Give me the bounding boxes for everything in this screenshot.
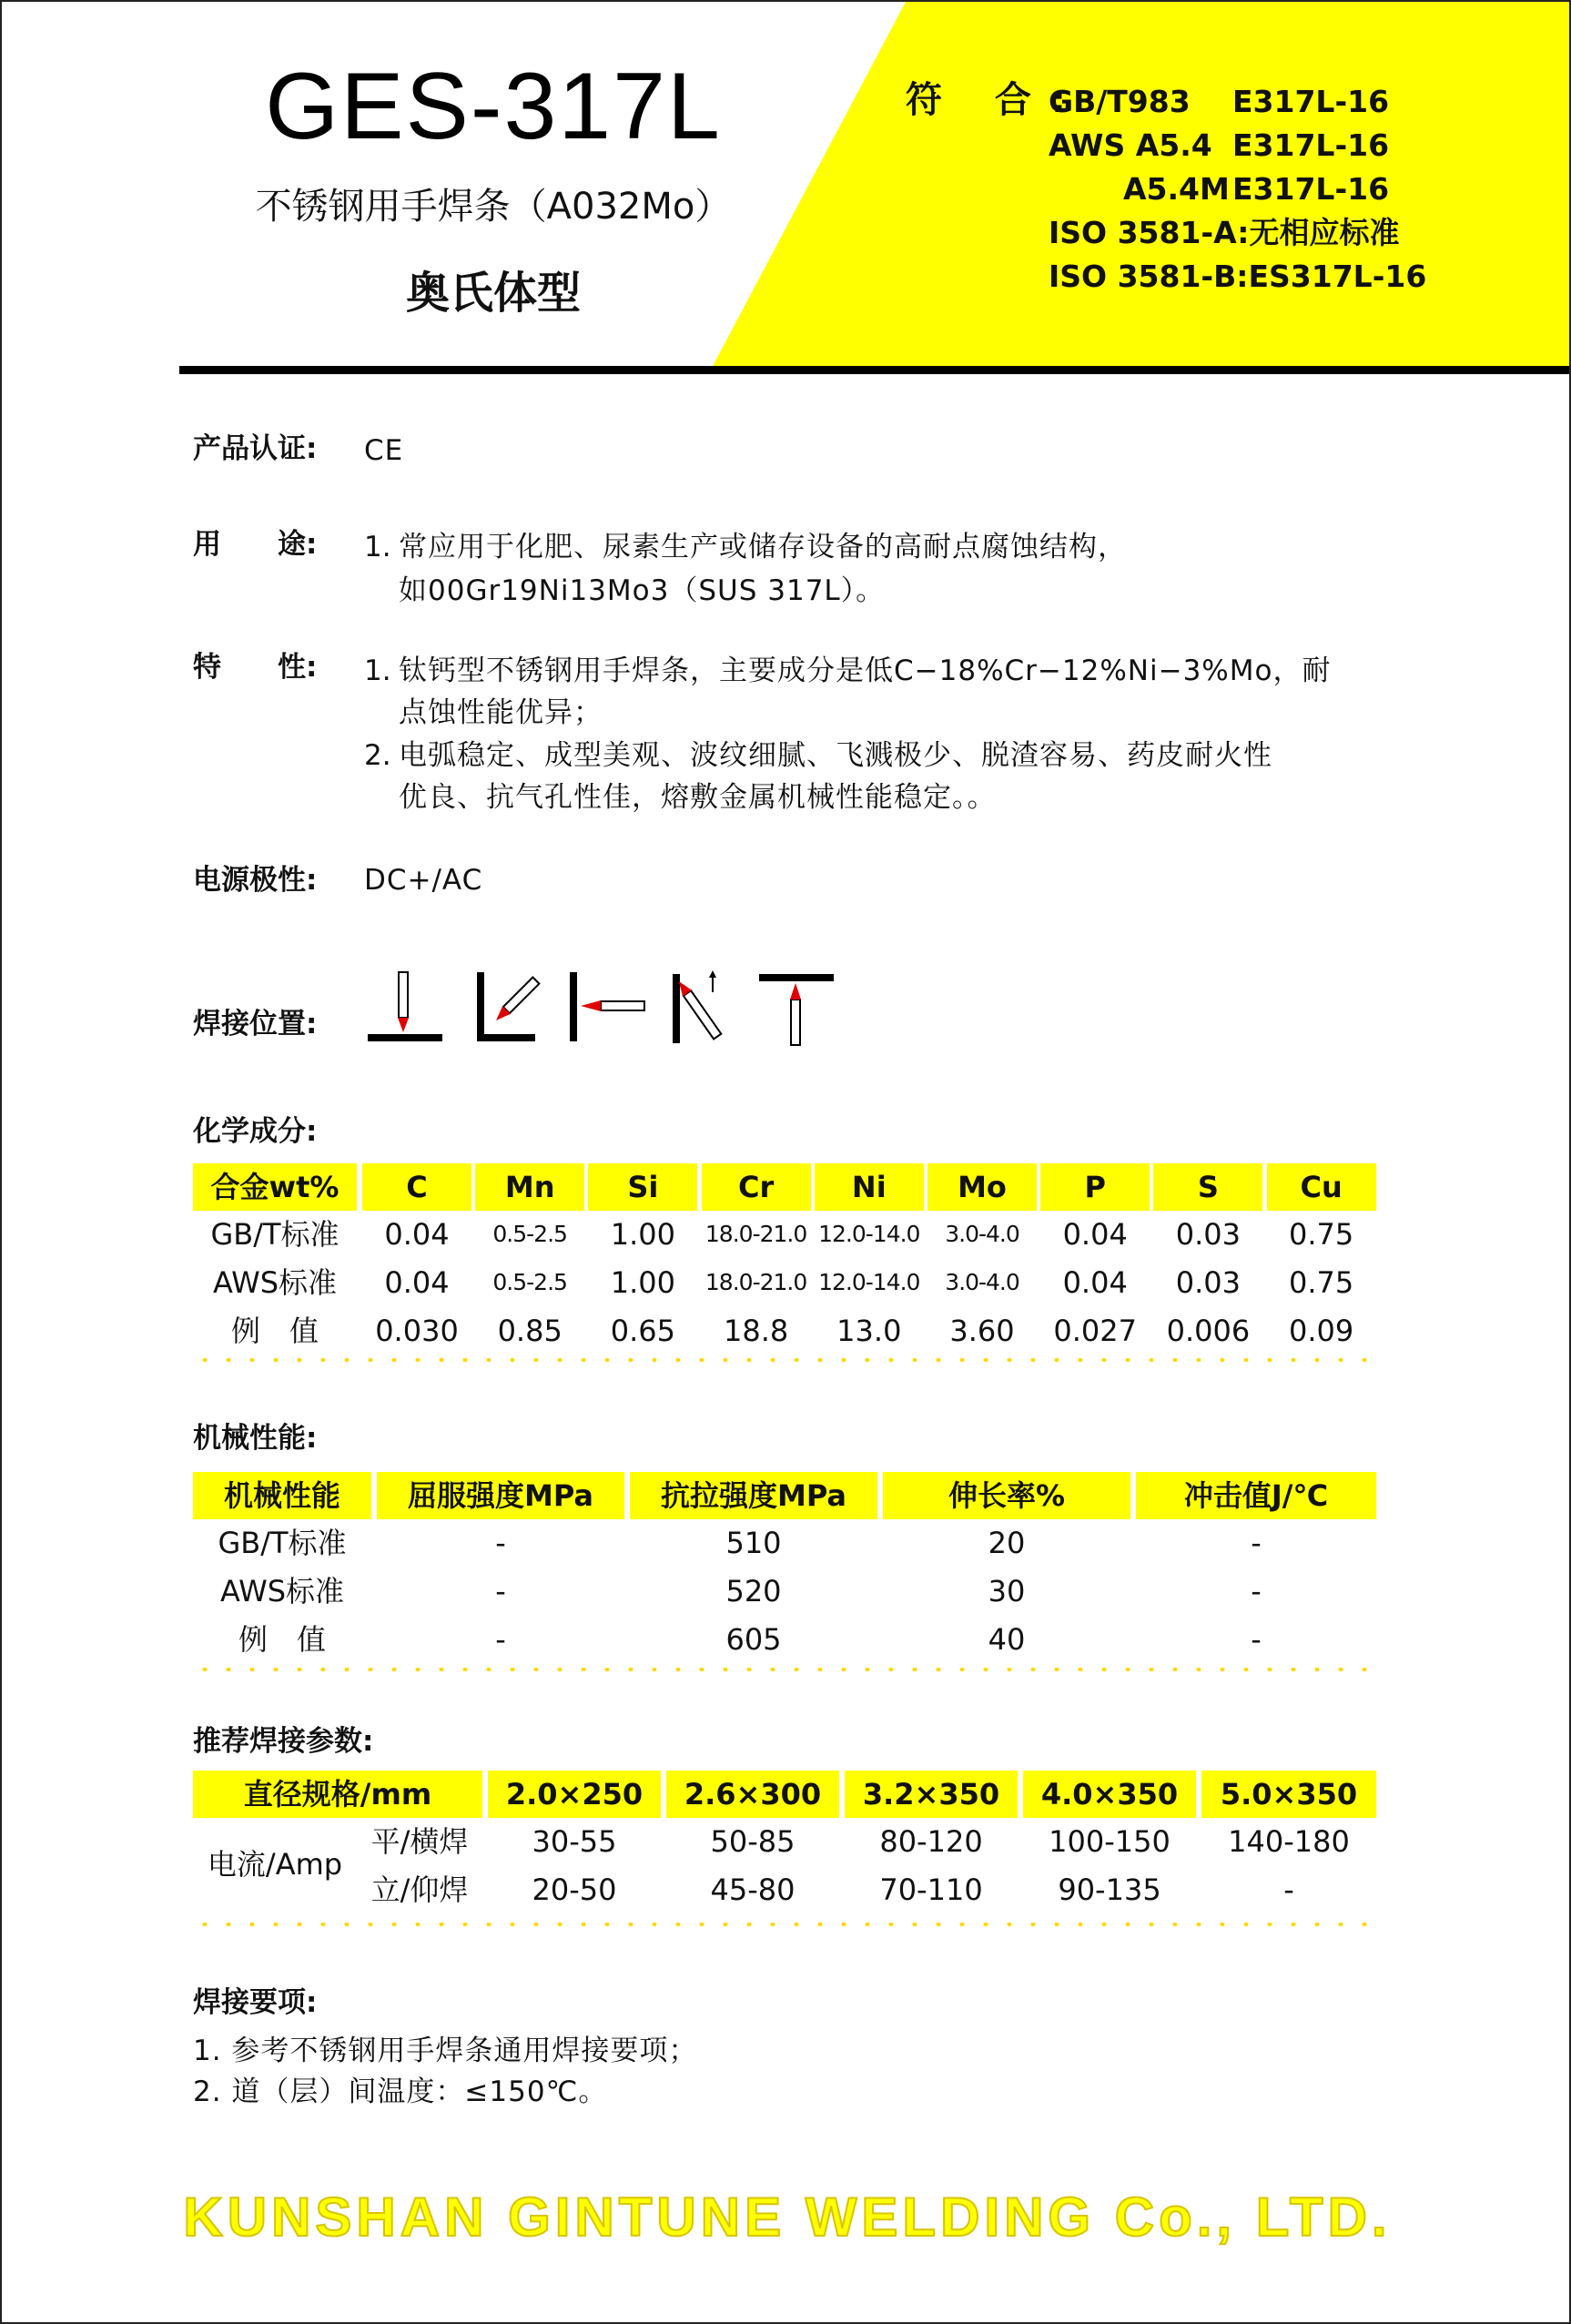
polarity-value: DC+/AC	[364, 864, 483, 897]
table-cell: 40	[988, 1622, 1026, 1657]
standard-name: ISO 3581-B:ES317L-16	[1049, 259, 1427, 294]
table-row	[193, 1307, 1376, 1355]
table-cell: 0.03	[1175, 1217, 1242, 1252]
position-label: 焊接位置:	[193, 1008, 318, 1040]
table-cell: 0.5-2.5	[492, 1221, 567, 1247]
table-cell: -	[495, 1622, 506, 1657]
feature-line: 点蚀性能优异；	[399, 696, 603, 729]
standard-name: GB/T983	[1049, 84, 1191, 119]
usage-line: 如00Gr19Ni13Mo3（SUS 317L）。	[399, 574, 886, 607]
comply-label: 符 合:	[906, 79, 1086, 121]
header-cell: 5.0×350	[1201, 1771, 1376, 1818]
table-cell: 520	[725, 1574, 782, 1609]
header-cell: Mo	[927, 1163, 1037, 1211]
table-cell: -	[1251, 1622, 1262, 1657]
header-cell: Cu	[1267, 1163, 1376, 1211]
chemical-dotted-rule	[193, 1358, 1376, 1362]
header-cell: 3.2×350	[845, 1771, 1018, 1818]
notes-title: 焊接要项:	[193, 1986, 318, 2019]
table-cell: AWS标准	[219, 1574, 345, 1609]
note-item: 2. 道（层）间温度：≤150℃。	[193, 2075, 608, 2108]
table-cell: 0.04	[1062, 1217, 1128, 1252]
feature-number: 1.	[364, 655, 391, 687]
position-label: 平/横焊	[370, 1824, 469, 1859]
table-cell: 20-50	[532, 1872, 617, 1907]
table-cell: GB/T标准	[210, 1217, 340, 1252]
table-cell: AWS标准	[212, 1265, 338, 1300]
header-cell: 屈服强度MPa	[377, 1472, 624, 1519]
header-cell: 伸长率%	[883, 1472, 1130, 1519]
header-divider	[179, 366, 1571, 374]
table-cell: 13.0	[836, 1314, 902, 1348]
table-cell: GB/T标准	[218, 1526, 347, 1560]
table-cell: 0.04	[1062, 1265, 1128, 1300]
table-row	[193, 1211, 1376, 1258]
table-cell: 0.030	[375, 1314, 459, 1348]
product-code: GES-317L	[265, 54, 722, 159]
table-cell: 例 值	[238, 1622, 326, 1657]
header-cell: 直径规格/mm	[193, 1771, 482, 1818]
table-cell: 12.0-14.0	[818, 1269, 920, 1295]
feature-line: 电弧稳定、成型美观、波纹细腻、飞溅极少、脱渣容易、药皮耐火性	[399, 739, 1272, 772]
company-name: KUNSHAN GINTUNE WELDING Co., LTD.	[183, 2187, 1392, 2248]
table-cell: 1.00	[610, 1217, 676, 1252]
position-label: 立/仰焊	[370, 1872, 469, 1907]
note-item: 1. 参考不锈钢用手焊条通用焊接要项；	[193, 2035, 698, 2067]
table-header	[193, 1771, 1376, 1818]
table-row	[193, 1259, 1376, 1306]
table-cell: 510	[725, 1526, 782, 1560]
standard-grade: E317L-16	[1232, 84, 1390, 119]
horizontal-position-icon	[568, 969, 646, 1047]
product-subtitle: 不锈钢用手焊条（A032Mo）	[255, 186, 732, 228]
table-cell: 100-150	[1049, 1824, 1171, 1859]
table-cell: -	[1251, 1574, 1262, 1609]
features-label: 特 性:	[193, 651, 318, 684]
header-cell: 2.6×300	[666, 1771, 839, 1818]
parameters-dotted-rule	[193, 1923, 1376, 1926]
polarity-label: 电源极性:	[193, 864, 318, 897]
usage-line: 常应用于化肥、尿素生产或储存设备的高耐点腐蚀结构，	[399, 531, 1127, 563]
table-cell: -	[495, 1526, 506, 1560]
certification-value: CE	[364, 434, 404, 467]
mechanical-title: 机械性能:	[193, 1422, 318, 1455]
table-cell: 140-180	[1228, 1824, 1350, 1859]
table-cell: 3.60	[949, 1314, 1015, 1348]
header-cell: 抗拉强度MPa	[630, 1472, 877, 1519]
table-cell: 0.5-2.5	[492, 1269, 567, 1295]
table-cell: 0.65	[610, 1314, 676, 1348]
current-label: 电流/Amp	[207, 1847, 343, 1882]
table-row	[193, 1519, 1376, 1567]
header-cell: C	[362, 1163, 471, 1211]
table-cell: 0.027	[1053, 1314, 1137, 1348]
standard-name: A5.4M	[1123, 171, 1230, 207]
table-cell: 50-85	[710, 1824, 796, 1859]
table-cell: 0.75	[1288, 1217, 1354, 1252]
table-cell: 0.85	[497, 1314, 563, 1348]
table-cell: 0.04	[384, 1265, 450, 1300]
table-cell: 45-80	[710, 1872, 796, 1907]
table-cell: 605	[725, 1622, 782, 1657]
standard-name: AWS A5.4	[1049, 127, 1212, 163]
table-cell: -	[495, 1574, 506, 1609]
standard-grade: E317L-16	[1232, 127, 1390, 163]
parameters-title: 推荐焊接参数:	[193, 1725, 374, 1758]
header-cell: 合金wt%	[193, 1163, 357, 1211]
table-cell: 1.00	[610, 1265, 676, 1300]
product-type: 奥氏体型	[405, 268, 581, 319]
header-cell: 机械性能	[193, 1472, 371, 1519]
overhead-position-icon	[757, 969, 836, 1047]
vertical-up-icon	[671, 969, 749, 1047]
table-cell: -	[1283, 1872, 1294, 1907]
parameters-table	[193, 1771, 1376, 1916]
usage-label: 用 途:	[193, 528, 318, 561]
table-cell: 70-110	[879, 1872, 983, 1907]
header-cell: Mn	[475, 1163, 584, 1211]
standard-name: ISO 3581-A:无相应标准	[1049, 215, 1400, 250]
mechanical-dotted-rule	[193, 1668, 1376, 1671]
table-cell: 18.0-21.0	[704, 1269, 807, 1295]
chemical-table	[193, 1163, 1376, 1364]
table-header	[193, 1163, 1376, 1211]
table-cell: 18.8	[723, 1314, 789, 1348]
header-cell: Si	[588, 1163, 697, 1211]
table-cell: 3.0-4.0	[945, 1221, 1019, 1247]
header-cell: 4.0×350	[1023, 1771, 1196, 1818]
table-cell: 0.75	[1288, 1265, 1354, 1300]
table-cell: 30-55	[532, 1824, 617, 1859]
usage-number: 1.	[364, 531, 391, 563]
table-header	[193, 1472, 1376, 1519]
chemical-title: 化学成分:	[193, 1115, 318, 1148]
table-row	[193, 1568, 1376, 1615]
table-row	[193, 1616, 1376, 1663]
header-cell: 2.0×250	[488, 1771, 661, 1818]
certification-label: 产品认证:	[193, 432, 318, 465]
header-cell: S	[1153, 1163, 1262, 1211]
table-cell: 3.0-4.0	[945, 1269, 1019, 1295]
table-cell: -	[1251, 1526, 1262, 1560]
table-cell: 0.03	[1175, 1265, 1242, 1300]
table-cell: 0.04	[384, 1217, 450, 1252]
header-cell: 冲击值J/℃	[1136, 1472, 1376, 1519]
table-cell: 20	[988, 1526, 1026, 1560]
header-cell: Ni	[815, 1163, 924, 1211]
table-cell: 12.0-14.0	[818, 1221, 920, 1247]
feature-number: 2.	[364, 739, 391, 772]
table-cell: 80-120	[879, 1824, 983, 1859]
table-cell: 0.09	[1288, 1314, 1354, 1348]
table-cell: 30	[988, 1574, 1026, 1609]
mechanical-table	[193, 1472, 1376, 1672]
table-cell: 18.0-21.0	[704, 1221, 807, 1247]
horizontal-fillet-icon	[475, 969, 553, 1047]
feature-line: 优良、抗气孔性佳，熔敷金属机械性能稳定。。	[399, 781, 997, 814]
table-cell: 0.006	[1166, 1314, 1251, 1348]
table-cell: 90-135	[1058, 1872, 1161, 1907]
standard-grade: E317L-16	[1232, 171, 1390, 207]
table-cell: 例 值	[230, 1314, 319, 1348]
feature-line: 钛钙型不锈钢用手焊条，主要成分是低C−18%Cr−12%Ni−3%Mo，耐	[399, 655, 1332, 687]
header-cell: Cr	[702, 1163, 811, 1211]
header-cell: P	[1040, 1163, 1150, 1211]
flat-position-icon	[366, 969, 444, 1047]
